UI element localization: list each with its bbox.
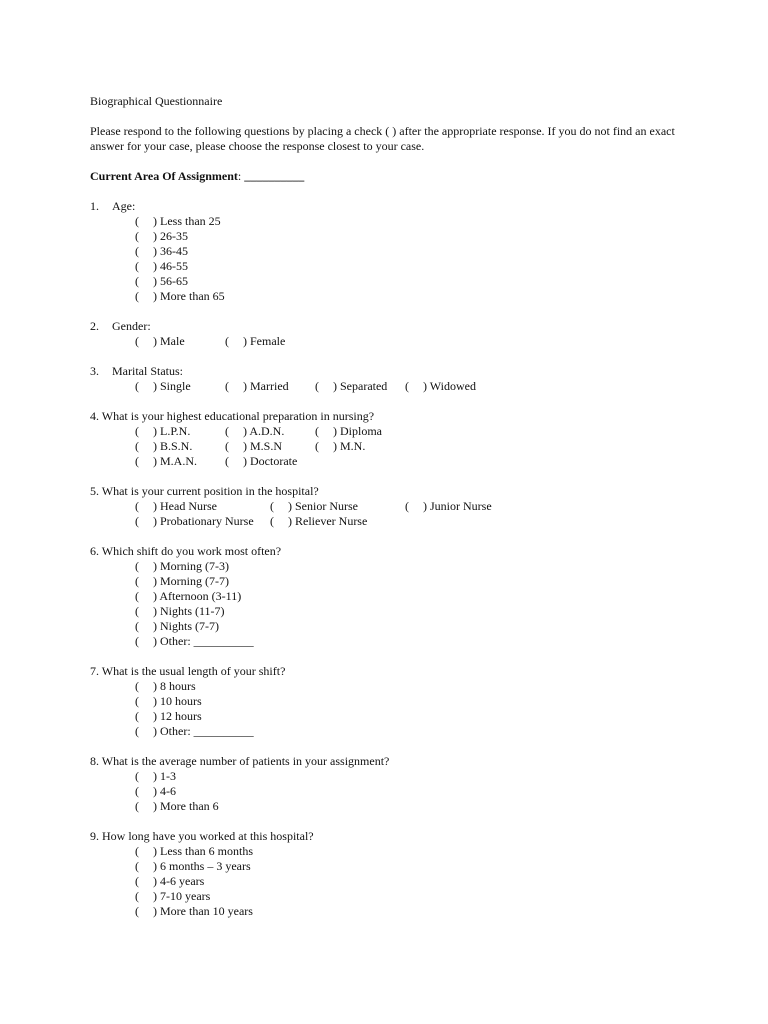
checkbox-close: ) — [153, 874, 160, 888]
option-label: 56-65 — [160, 274, 188, 288]
option-row — [90, 454, 680, 469]
option-label: Separated — [340, 379, 388, 393]
option-label: 10 hours — [160, 694, 202, 708]
checkbox-blank[interactable]: ( — [315, 424, 319, 438]
checkbox-blank[interactable]: ( — [225, 334, 229, 348]
option-label: 8 hours — [160, 679, 196, 693]
question-label: 9. How long have you worked at this hospital? — [90, 829, 314, 843]
checkbox-blank[interactable]: ( — [270, 514, 274, 528]
option[interactable] — [135, 499, 270, 514]
option[interactable] — [135, 574, 229, 589]
option-label: Reliever Nurse — [295, 514, 368, 528]
option-label: Doctorate — [250, 454, 298, 468]
option[interactable] — [135, 694, 202, 709]
option-row — [90, 574, 680, 589]
option[interactable] — [225, 439, 315, 454]
option[interactable] — [315, 439, 365, 454]
option-label: A.D.N. — [249, 424, 285, 438]
checkbox-close: ) — [153, 499, 160, 513]
option-row — [90, 724, 680, 739]
checkbox-close: ) — [153, 379, 160, 393]
question-label: 7. What is the usual length of your shift? — [90, 664, 286, 678]
option-row — [90, 424, 680, 439]
checkbox-close: ) — [243, 439, 250, 453]
question-5 — [90, 484, 680, 529]
checkbox-blank[interactable]: ( — [135, 619, 139, 633]
question-text — [90, 664, 680, 679]
option-label: Single — [160, 379, 191, 393]
option-label: Senior Nurse — [295, 499, 358, 513]
option[interactable] — [405, 379, 476, 394]
question-number: 3. — [90, 364, 99, 378]
option[interactable] — [135, 424, 225, 439]
checkbox-blank[interactable]: ( — [135, 334, 139, 348]
option-row — [90, 289, 680, 304]
option[interactable] — [135, 724, 254, 739]
option-label: L.P.N. — [160, 424, 191, 438]
checkbox-blank[interactable]: ( — [135, 769, 139, 783]
option-label: Morning (7-3) — [160, 559, 229, 573]
option-label: 4-6 — [160, 784, 176, 798]
option[interactable] — [135, 679, 196, 694]
option-row — [90, 874, 680, 889]
option-label: Less than 6 months — [160, 844, 253, 858]
option-row — [90, 334, 680, 349]
question-label: 8. What is the average number of patients in your assignment? — [90, 754, 390, 768]
option[interactable] — [225, 424, 315, 439]
option-row — [90, 799, 680, 814]
option-label: More than 6 — [160, 799, 219, 813]
option[interactable] — [225, 379, 315, 394]
option-row — [90, 274, 680, 289]
option-row — [90, 589, 680, 604]
option-label: 26-35 — [160, 229, 188, 243]
option[interactable] — [135, 214, 221, 229]
option-label: Married — [250, 379, 289, 393]
option-label: More than 10 years — [160, 904, 253, 918]
option-row — [90, 619, 680, 634]
checkbox-blank[interactable]: ( — [135, 244, 139, 258]
option-row — [90, 559, 680, 574]
option-label: 46-55 — [160, 259, 188, 273]
checkbox-close: ) — [423, 379, 430, 393]
checkbox-blank[interactable]: ( — [135, 904, 139, 918]
option-row — [90, 499, 680, 514]
checkbox-close: ) — [153, 274, 160, 288]
option-label: Diploma — [340, 424, 382, 438]
option[interactable] — [135, 454, 225, 469]
option-label: 7-10 years — [160, 889, 211, 903]
option[interactable] — [135, 709, 202, 724]
checkbox-blank[interactable]: ( — [135, 454, 139, 468]
option-label: Nights (7-7) — [160, 619, 219, 633]
checkbox-close: ) — [153, 844, 160, 858]
checkbox-close: ) — [153, 709, 160, 723]
checkbox-blank[interactable]: ( — [135, 604, 139, 618]
option[interactable] — [315, 379, 405, 394]
checkbox-blank[interactable]: ( — [135, 514, 139, 528]
question-number: 1. — [90, 199, 99, 213]
checkbox-blank[interactable]: ( — [135, 574, 139, 588]
option-row — [90, 214, 680, 229]
question-2 — [90, 319, 680, 349]
option-label: Head Nurse — [160, 499, 217, 513]
checkbox-blank[interactable]: ( — [135, 499, 139, 513]
checkbox-blank[interactable]: ( — [135, 709, 139, 723]
document-title: Biographical Questionnaire — [90, 94, 223, 108]
question-1 — [90, 199, 680, 304]
option-label: 36-45 — [160, 244, 188, 258]
checkbox-close: ) — [153, 799, 160, 813]
checkbox-close: ) — [153, 259, 160, 273]
question-label: Age: — [112, 199, 136, 213]
checkbox-blank[interactable]: ( — [135, 694, 139, 708]
option-row — [90, 229, 680, 244]
checkbox-close: ) — [153, 439, 160, 453]
checkbox-close: ) — [153, 514, 160, 528]
checkbox-close: ) — [153, 769, 160, 783]
questionnaire-document — [90, 94, 680, 919]
question-8 — [90, 754, 680, 814]
option-label: Junior Nurse — [430, 499, 492, 513]
question-9 — [90, 829, 680, 919]
checkbox-close: ) — [153, 574, 160, 588]
option[interactable] — [135, 334, 225, 349]
option-label: Less than 25 — [160, 214, 221, 228]
option[interactable] — [135, 439, 225, 454]
option-row — [90, 709, 680, 724]
option[interactable] — [135, 904, 253, 919]
question-label: Marital Status: — [112, 364, 183, 378]
checkbox-blank[interactable]: ( — [225, 439, 229, 453]
checkbox-close: ) — [333, 424, 340, 438]
checkbox-close: ) — [153, 229, 160, 243]
option[interactable] — [135, 259, 188, 274]
question-text — [90, 364, 680, 379]
option[interactable] — [135, 229, 188, 244]
option-label: 1-3 — [160, 769, 176, 783]
option[interactable] — [135, 619, 219, 634]
option-label: 12 hours — [160, 709, 202, 723]
checkbox-blank[interactable]: ( — [135, 559, 139, 573]
question-text — [90, 829, 680, 844]
option[interactable] — [405, 499, 492, 514]
checkbox-close: ) — [153, 724, 160, 738]
option[interactable] — [135, 379, 225, 394]
option-label: M.N. — [340, 439, 366, 453]
assignment-separator: : — [237, 169, 242, 183]
question-label: 5. What is your current position in the hospital? — [90, 484, 319, 498]
option-label: 6 months – 3 years — [160, 859, 251, 873]
question-4 — [90, 409, 680, 469]
option[interactable] — [270, 514, 367, 529]
option-label: Female — [250, 334, 286, 348]
checkbox-blank[interactable]: ( — [225, 424, 229, 438]
checkbox-blank[interactable]: ( — [315, 379, 319, 393]
checkbox-close: ) — [153, 859, 160, 873]
option[interactable] — [135, 844, 253, 859]
option-label: More than 65 — [160, 289, 225, 303]
checkbox-blank[interactable]: ( — [135, 289, 139, 303]
checkbox-close: ) — [153, 634, 160, 648]
checkbox-close: ) — [243, 454, 250, 468]
checkbox-blank[interactable]: ( — [135, 799, 139, 813]
checkbox-close: ) — [153, 619, 160, 633]
option-row — [90, 694, 680, 709]
checkbox-close: ) — [153, 289, 160, 303]
option-label: Probationary Nurse — [160, 514, 254, 528]
checkbox-close: ) — [243, 379, 250, 393]
checkbox-close: ) — [153, 589, 160, 603]
checkbox-blank[interactable]: ( — [225, 379, 229, 393]
option[interactable] — [135, 289, 225, 304]
option-row — [90, 889, 680, 904]
option-row — [90, 514, 680, 529]
checkbox-close: ) — [153, 694, 160, 708]
option[interactable] — [135, 769, 176, 784]
option[interactable] — [135, 784, 176, 799]
option-label: Afternoon (3-11) — [159, 589, 242, 603]
option-label: Other: __________ — [160, 724, 254, 738]
question-list — [90, 199, 680, 919]
option[interactable] — [225, 454, 297, 469]
checkbox-blank[interactable]: ( — [135, 859, 139, 873]
checkbox-blank[interactable]: ( — [135, 724, 139, 738]
checkbox-blank[interactable]: ( — [135, 634, 139, 648]
assignment-blank[interactable]: __________ — [244, 169, 305, 183]
option[interactable] — [270, 499, 405, 514]
option-label: M.A.N. — [160, 454, 198, 468]
checkbox-close: ) — [153, 334, 160, 348]
question-label: Gender: — [112, 319, 151, 333]
option-row — [90, 604, 680, 619]
option-label: Morning (7-7) — [160, 574, 229, 588]
option[interactable] — [135, 859, 251, 874]
option-row — [90, 904, 680, 919]
checkbox-blank[interactable]: ( — [135, 874, 139, 888]
checkbox-blank[interactable]: ( — [135, 889, 139, 903]
option[interactable] — [135, 589, 241, 604]
question-text — [90, 754, 680, 769]
option[interactable] — [225, 334, 285, 349]
option-label: 4-6 years — [160, 874, 205, 888]
question-7 — [90, 664, 680, 739]
checkbox-close: ) — [153, 244, 160, 258]
checkbox-close: ) — [153, 604, 160, 618]
checkbox-close: ) — [153, 889, 160, 903]
question-text — [90, 319, 680, 334]
question-label: 6. Which shift do you work most often? — [90, 544, 282, 558]
checkbox-close: ) — [288, 499, 295, 513]
option[interactable] — [135, 874, 204, 889]
option-label: B.S.N. — [160, 439, 193, 453]
question-number: 2. — [90, 319, 99, 333]
checkbox-blank[interactable]: ( — [405, 379, 409, 393]
option[interactable] — [135, 799, 219, 814]
checkbox-close: ) — [153, 784, 160, 798]
checkbox-close: ) — [153, 214, 160, 228]
checkbox-close: ) — [243, 424, 250, 438]
option[interactable] — [135, 244, 188, 259]
option-row — [90, 634, 680, 649]
option-row — [90, 439, 680, 454]
checkbox-blank[interactable]: ( — [135, 424, 139, 438]
option-label: Other: __________ — [160, 634, 254, 648]
checkbox-close: ) — [153, 679, 160, 693]
option-label: Male — [160, 334, 185, 348]
question-label: 4. What is your highest educational preparation in nursing? — [90, 409, 375, 423]
checkbox-blank[interactable]: ( — [135, 274, 139, 288]
checkbox-close: ) — [153, 904, 160, 918]
checkbox-blank[interactable]: ( — [135, 379, 139, 393]
checkbox-blank[interactable]: ( — [135, 679, 139, 693]
option-row — [90, 244, 680, 259]
option-row — [90, 859, 680, 874]
assignment-label: Current Area Of Assignment — [90, 169, 238, 183]
checkbox-blank[interactable]: ( — [135, 439, 139, 453]
checkbox-close: ) — [333, 439, 340, 453]
checkbox-blank[interactable]: ( — [135, 844, 139, 858]
question-6 — [90, 544, 680, 649]
checkbox-close: ) — [423, 499, 430, 513]
option-label: M.S.N — [250, 439, 283, 453]
instructions-paragraph: Please respond to the following questions by placing a check ( ) after the appropriate response. If you do not find an exact answer for your case, please choose the response closest to your case. — [90, 124, 675, 153]
option-row — [90, 784, 680, 799]
checkbox-blank[interactable]: ( — [135, 214, 139, 228]
checkbox-close: ) — [153, 424, 160, 438]
checkbox-blank[interactable]: ( — [405, 499, 409, 513]
question-text — [90, 544, 680, 559]
checkbox-blank[interactable]: ( — [135, 589, 139, 603]
question-text — [90, 484, 680, 499]
checkbox-blank[interactable]: ( — [135, 784, 139, 798]
checkbox-blank[interactable]: ( — [315, 439, 319, 453]
checkbox-blank[interactable]: ( — [135, 259, 139, 273]
option-label: Widowed — [429, 379, 476, 393]
option[interactable] — [135, 514, 270, 529]
checkbox-blank[interactable]: ( — [270, 499, 274, 513]
checkbox-close: ) — [153, 454, 160, 468]
checkbox-blank[interactable]: ( — [225, 454, 229, 468]
option[interactable] — [135, 604, 225, 619]
question-3 — [90, 364, 680, 394]
option[interactable] — [135, 559, 229, 574]
option-label: Nights (11-7) — [160, 604, 225, 618]
option-row — [90, 259, 680, 274]
checkbox-close: ) — [288, 514, 295, 528]
checkbox-close: ) — [333, 379, 340, 393]
option[interactable] — [315, 424, 382, 439]
option[interactable] — [135, 274, 188, 289]
question-text — [90, 409, 680, 424]
option-row — [90, 844, 680, 859]
option-row — [90, 679, 680, 694]
question-text — [90, 199, 680, 214]
option[interactable] — [135, 634, 254, 649]
checkbox-close: ) — [153, 559, 160, 573]
checkbox-close: ) — [243, 334, 250, 348]
option-row — [90, 769, 680, 784]
option[interactable] — [135, 889, 210, 904]
checkbox-blank[interactable]: ( — [135, 229, 139, 243]
option-row — [90, 379, 680, 394]
current-area-of-assignment — [90, 169, 680, 184]
